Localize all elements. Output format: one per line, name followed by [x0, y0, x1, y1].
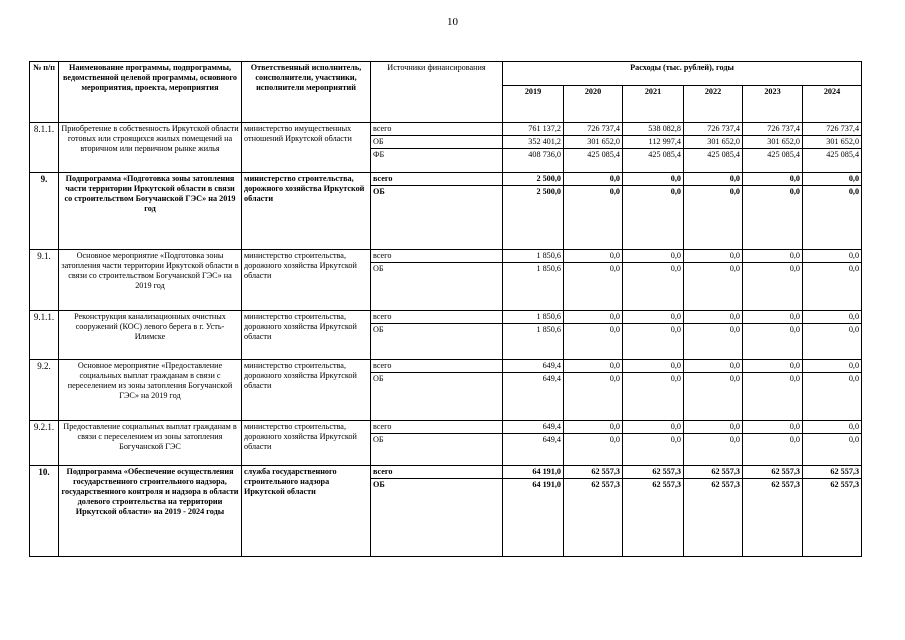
table-row	[30, 173, 862, 186]
program-name: Подпрограмма «Обеспечение осуществления государственного строительного надзора, государственного контроля и надзора в области долевого строительства на территории Иркутской области» на 2019 - 2024 годы	[59, 466, 242, 557]
program-name: Приобретение в собственность Иркутской области готовых или строящихся жилых помещений на вторичном или первичном рынке жилья	[59, 123, 242, 173]
expense-value: 0,0	[743, 324, 803, 360]
expense-value: 0,0	[743, 186, 803, 250]
expense-value: 0,0	[564, 186, 623, 250]
expense-value: 62 557,3	[564, 479, 623, 557]
expense-value: 0,0	[803, 434, 862, 466]
expense-value: 425 085,4	[564, 149, 623, 173]
header-expenses: Расходы (тыс. рублей), годы	[503, 62, 862, 86]
expense-value: 0,0	[623, 263, 684, 311]
responsible-executor: министерство строительства, дорожного хозяйства Иркутской области	[242, 421, 371, 466]
expense-value: 726 737,4	[803, 123, 862, 136]
expense-value: 0,0	[743, 263, 803, 311]
expense-value: 0,0	[684, 311, 743, 324]
expense-value: 0,0	[803, 173, 862, 186]
funding-source: всего	[371, 360, 503, 373]
header-no: № п/п	[30, 62, 59, 123]
expense-value: 0,0	[623, 373, 684, 421]
row-number: 8.1.1.	[30, 123, 59, 173]
responsible-executor: министерство строительства, дорожного хозяйства Иркутской области	[242, 311, 371, 360]
expense-value: 0,0	[564, 263, 623, 311]
expense-value: 0,0	[743, 360, 803, 373]
expense-value: 0,0	[803, 250, 862, 263]
responsible-executor: служба государственного строительного надзора Иркутской области	[242, 466, 371, 557]
expense-value: 112 997,4	[623, 136, 684, 149]
expense-value: 0,0	[623, 324, 684, 360]
program-name: Основное мероприятие «Подготовка зоны затопления части территории Иркутской области в связи со строительством Богучанской ГЭС» на 2019 год	[59, 250, 242, 311]
expense-value: 0,0	[684, 373, 743, 421]
responsible-executor: министерство имущественных отношений Иркутской области	[242, 123, 371, 173]
program-name: Подпрограмма «Подготовка зоны затопления части территории Иркутской области в связи со строительством Богучанской ГЭС» на 2019 год	[59, 173, 242, 250]
expense-value: 0,0	[623, 311, 684, 324]
funding-source: всего	[371, 173, 503, 186]
funding-source: ОБ	[371, 373, 503, 421]
page-number: 10	[447, 16, 458, 28]
expense-value: 425 085,4	[623, 149, 684, 173]
expense-value: 0,0	[803, 263, 862, 311]
table-row	[30, 123, 862, 136]
expense-value: 726 737,4	[743, 123, 803, 136]
expense-value: 726 737,4	[564, 123, 623, 136]
expense-value: 1 850,6	[503, 324, 564, 360]
expense-value: 301 652,0	[743, 136, 803, 149]
expense-value: 649,4	[503, 360, 564, 373]
funding-source: всего	[371, 466, 503, 479]
responsible-executor: министерство строительства, дорожного хозяйства Иркутской области	[242, 173, 371, 250]
row-number: 9.1.1.	[30, 311, 59, 360]
expense-value: 64 191,0	[503, 479, 564, 557]
header-sources: Источники финансирования	[371, 62, 503, 123]
responsible-executor: министерство строительства, дорожного хозяйства Иркутской области	[242, 360, 371, 421]
expense-value: 0,0	[803, 360, 862, 373]
expense-value: 301 652,0	[564, 136, 623, 149]
responsible-executor: министерство строительства, дорожного хозяйства Иркутской области	[242, 250, 371, 311]
expense-value: 0,0	[743, 173, 803, 186]
expense-value: 0,0	[623, 173, 684, 186]
expense-value: 0,0	[743, 434, 803, 466]
expense-value: 1 850,6	[503, 263, 564, 311]
expense-value: 0,0	[564, 173, 623, 186]
expense-value: 62 557,3	[623, 479, 684, 557]
expense-value: 301 652,0	[684, 136, 743, 149]
expense-value: 2 500,0	[503, 173, 564, 186]
expense-value: 0,0	[564, 373, 623, 421]
header-year: 2023	[743, 86, 803, 123]
expense-value: 0,0	[684, 250, 743, 263]
expense-value: 761 137,2	[503, 123, 564, 136]
expense-value: 62 557,3	[684, 466, 743, 479]
expense-value: 2 500,0	[503, 186, 564, 250]
funding-source: всего	[371, 311, 503, 324]
expense-value: 649,4	[503, 421, 564, 434]
row-number: 9.	[30, 173, 59, 250]
expense-value: 0,0	[684, 186, 743, 250]
expense-value: 0,0	[743, 250, 803, 263]
funding-source: ОБ	[371, 479, 503, 557]
expense-value: 0,0	[623, 186, 684, 250]
expense-value: 0,0	[803, 373, 862, 421]
header-year: 2019	[503, 86, 564, 123]
expense-value: 408 736,0	[503, 149, 564, 173]
expense-value: 0,0	[684, 421, 743, 434]
expense-value: 1 850,6	[503, 311, 564, 324]
row-number: 10.	[30, 466, 59, 557]
expense-value: 62 557,3	[743, 466, 803, 479]
funding-source: ФБ	[371, 149, 503, 173]
expense-value: 0,0	[803, 186, 862, 250]
expense-value: 62 557,3	[803, 479, 862, 557]
expense-value: 0,0	[564, 434, 623, 466]
expense-value: 0,0	[684, 324, 743, 360]
expense-value: 0,0	[803, 421, 862, 434]
funding-source: ОБ	[371, 263, 503, 311]
expense-value: 425 085,4	[743, 149, 803, 173]
funding-source: всего	[371, 421, 503, 434]
expense-value: 0,0	[623, 360, 684, 373]
table-row	[30, 311, 862, 324]
program-name: Предоставление социальных выплат гражданам в связи с переселением из зоны затопления Богучанской ГЭС	[59, 421, 242, 466]
expense-value: 0,0	[623, 421, 684, 434]
funding-source: ОБ	[371, 324, 503, 360]
expense-value: 352 401,2	[503, 136, 564, 149]
expense-value: 0,0	[684, 360, 743, 373]
expense-value: 0,0	[623, 434, 684, 466]
table-row	[30, 421, 862, 434]
program-name: Основное мероприятие «Предоставление социальных выплат гражданам в связи с переселением из зоны затопления Богучанской ГЭС» на 2019 год	[59, 360, 242, 421]
funding-source: ОБ	[371, 186, 503, 250]
table-body	[30, 123, 862, 557]
expense-value: 62 557,3	[743, 479, 803, 557]
expense-value: 0,0	[743, 373, 803, 421]
header-responsible: Ответственный исполнитель, соисполнители, участники, исполнители мероприятий	[242, 62, 371, 123]
expense-value: 0,0	[564, 421, 623, 434]
expense-value: 0,0	[803, 324, 862, 360]
expense-value: 62 557,3	[564, 466, 623, 479]
expense-value: 649,4	[503, 434, 564, 466]
expense-value: 64 191,0	[503, 466, 564, 479]
funding-source: ОБ	[371, 434, 503, 466]
expense-value: 0,0	[564, 324, 623, 360]
expense-value: 0,0	[564, 250, 623, 263]
program-name: Реконструкция канализационных очистных сооружений (КОС) левого берега в г. Усть-Илимске	[59, 311, 242, 360]
header-year: 2020	[564, 86, 623, 123]
expense-value: 301 652,0	[803, 136, 862, 149]
expense-value: 726 737,4	[684, 123, 743, 136]
funding-source: всего	[371, 123, 503, 136]
header-year: 2024	[803, 86, 862, 123]
expense-value: 0,0	[684, 263, 743, 311]
expense-value: 0,0	[743, 311, 803, 324]
expense-value: 0,0	[803, 311, 862, 324]
expense-value: 0,0	[564, 360, 623, 373]
header-year: 2022	[684, 86, 743, 123]
funding-source: всего	[371, 250, 503, 263]
expense-value: 1 850,6	[503, 250, 564, 263]
table-row	[30, 250, 862, 263]
expense-value: 538 082,8	[623, 123, 684, 136]
table-row	[30, 360, 862, 373]
header-year: 2021	[623, 86, 684, 123]
funding-source: ОБ	[371, 136, 503, 149]
row-number: 9.2.	[30, 360, 59, 421]
expense-value: 0,0	[743, 421, 803, 434]
expense-value: 62 557,3	[684, 479, 743, 557]
row-number: 9.1.	[30, 250, 59, 311]
expense-value: 62 557,3	[623, 466, 684, 479]
expense-value: 62 557,3	[803, 466, 862, 479]
expense-value: 0,0	[684, 434, 743, 466]
row-number: 9.2.1.	[30, 421, 59, 466]
expense-value: 649,4	[503, 373, 564, 421]
budget-table	[29, 61, 862, 557]
expense-value: 0,0	[564, 311, 623, 324]
table-row	[30, 466, 862, 479]
expense-value: 425 085,4	[684, 149, 743, 173]
header-name: Наименование программы, подпрограммы, ведомственной целевой программы, основного мероприятия, проекта, мероприятия	[59, 62, 242, 123]
expense-value: 425 085,4	[803, 149, 862, 173]
expense-value: 0,0	[623, 250, 684, 263]
expense-value: 0,0	[684, 173, 743, 186]
